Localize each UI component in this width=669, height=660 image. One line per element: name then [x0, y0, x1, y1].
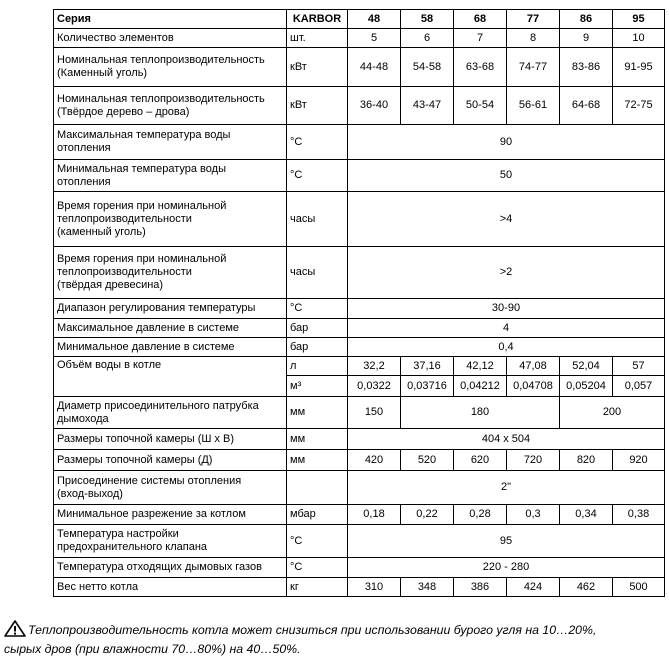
cell-value: 9 — [560, 29, 613, 48]
warning-icon — [4, 620, 26, 641]
cell-value: 83-86 — [560, 48, 613, 87]
header-model: 77 — [507, 10, 560, 29]
cell-value: 0,18 — [348, 505, 401, 525]
cell-value: 150 — [348, 397, 401, 429]
cell-value: 37,16 — [401, 357, 454, 376]
footnote-line-1 — [4, 620, 666, 641]
cell-value: 820 — [560, 450, 613, 471]
row-label-line: Температура настройки — [57, 528, 179, 540]
cell-value: 620 — [454, 450, 507, 471]
row-label-line: (Твёрдое дерево – дрова) — [57, 105, 190, 118]
row-label — [54, 471, 287, 505]
row-label-line: (Каменный уголь) — [57, 67, 148, 79]
row-min-pressure — [54, 338, 665, 357]
row-label-line: теплопроизводительности — [57, 266, 192, 278]
cell-value: 10 — [613, 29, 665, 48]
row-label-line: (вход-выход) — [57, 487, 123, 500]
header-model: 95 — [613, 10, 665, 29]
cell-value: 6 — [401, 29, 454, 48]
cell-value: 7 — [454, 29, 507, 48]
cell-value: 30-90 — [348, 299, 665, 319]
cell-value: 32,2 — [348, 357, 401, 376]
cell-value: 63-68 — [454, 48, 507, 87]
row-max-temp — [54, 125, 665, 160]
cell-value: 386 — [454, 578, 507, 597]
row-unit: мм — [287, 429, 348, 450]
row-chamber-d — [54, 450, 665, 471]
row-label: Минимальное разрежение за котлом — [54, 505, 287, 525]
row-unit: кВт — [287, 87, 348, 125]
cell-value: 720 — [507, 450, 560, 471]
cell-value: 54-58 — [401, 48, 454, 87]
cell-value: 44-48 — [348, 48, 401, 87]
cell-value: 462 — [560, 578, 613, 597]
cell-value: 56-61 — [507, 87, 560, 125]
row-label-line: предохранительного клапана — [57, 541, 208, 553]
cell-value: 47,08 — [507, 357, 560, 376]
row-label-line: Время горения при номинальной — [57, 253, 227, 265]
cell-value: 0,0322 — [348, 376, 401, 397]
row-unit: мм — [287, 450, 348, 471]
cell-value: 348 — [401, 578, 454, 597]
row-label-line: Время горения при номинальной — [57, 199, 227, 212]
row-flue-temp — [54, 558, 665, 578]
row-unit: л — [287, 357, 348, 376]
row-unit: часы — [287, 247, 348, 299]
cell-value: 50 — [348, 160, 665, 192]
cell-value: 0,04212 — [454, 376, 507, 397]
cell-value: 520 — [401, 450, 454, 471]
header-label: Серия — [54, 10, 287, 29]
row-label: Размеры топочной камеры (Ш х В) — [54, 429, 287, 450]
row-label: Максимальное давление в системе — [54, 319, 287, 338]
row-unit: кг — [287, 578, 348, 597]
row-unit: шт. — [287, 29, 348, 48]
cell-value: 500 — [613, 578, 665, 597]
row-label: Размеры топочной камеры (Д) — [54, 450, 287, 471]
row-label-line: (каменный уголь) — [57, 225, 146, 238]
row-min-temp — [54, 160, 665, 192]
cell-value: 95 — [348, 525, 665, 558]
cell-value: 200 — [560, 397, 665, 429]
cell-value: 90 — [348, 125, 665, 160]
spec-table — [53, 9, 665, 597]
cell-value: 0,057 — [613, 376, 665, 397]
row-label: Диапазон регулирования температуры — [54, 299, 287, 319]
row-label — [54, 160, 287, 192]
cell-value: 64-68 — [560, 87, 613, 125]
row-unit — [287, 471, 348, 505]
cell-value: 220 - 280 — [348, 558, 665, 578]
cell-value: 0,04708 — [507, 376, 560, 397]
cell-value: 420 — [348, 450, 401, 471]
row-unit: часы — [287, 192, 348, 247]
row-unit: мм — [287, 397, 348, 429]
row-draft — [54, 505, 665, 525]
row-label — [54, 48, 287, 87]
row-label: Температура отходящих дымовых газов — [54, 558, 287, 578]
cell-value: 2" — [348, 471, 665, 505]
cell-value: 74-77 — [507, 48, 560, 87]
row-label-line: отопления — [57, 142, 111, 154]
row-label-line: Минимальная температура воды — [57, 162, 226, 175]
cell-value: 424 — [507, 578, 560, 597]
cell-value: 8 — [507, 29, 560, 48]
row-chamber-wh — [54, 429, 665, 450]
row-label — [54, 247, 287, 299]
row-connection — [54, 471, 665, 505]
cell-value: >4 — [348, 192, 665, 247]
row-label — [54, 397, 287, 429]
row-unit: °С — [287, 299, 348, 319]
cell-value: 310 — [348, 578, 401, 597]
row-unit: бар — [287, 338, 348, 357]
cell-value: 0,38 — [613, 505, 665, 525]
row-label-line: дымохода — [57, 412, 109, 425]
header-brand: KARBOR — [287, 10, 348, 29]
row-label: Минимальное давление в системе — [54, 338, 287, 357]
row-weight — [54, 578, 665, 597]
row-power-coal — [54, 48, 665, 87]
row-label-line: Номинальная теплопроизводительность — [57, 92, 265, 105]
row-label: Количество элементов — [54, 29, 287, 48]
row-label-line: отопления — [57, 175, 111, 188]
header-model: 58 — [401, 10, 454, 29]
header-row — [54, 10, 665, 29]
row-unit: °С — [287, 558, 348, 578]
row-power-wood — [54, 87, 665, 125]
row-unit: °С — [287, 160, 348, 192]
row-label-line: Присоединение системы отопления — [57, 474, 242, 487]
header-model: 68 — [454, 10, 507, 29]
cell-value: 0,28 — [454, 505, 507, 525]
row-unit: бар — [287, 319, 348, 338]
cell-value: 36-40 — [348, 87, 401, 125]
cell-value: 180 — [401, 397, 560, 429]
cell-value: 5 — [348, 29, 401, 48]
cell-value: 4 — [348, 319, 665, 338]
row-label-line: Максимальная температура воды — [57, 129, 231, 141]
cell-value: 42,12 — [454, 357, 507, 376]
row-label: Объём воды в котле — [54, 357, 287, 397]
row-unit: м³ — [287, 376, 348, 397]
cell-value: 0,03716 — [401, 376, 454, 397]
cell-value: 0,34 — [560, 505, 613, 525]
cell-value: 91-95 — [613, 48, 665, 87]
row-elements — [54, 29, 665, 48]
header-model: 48 — [348, 10, 401, 29]
cell-value: 0,4 — [348, 338, 665, 357]
cell-value: 52,04 — [560, 357, 613, 376]
row-label — [54, 192, 287, 247]
cell-value: 43-47 — [401, 87, 454, 125]
row-label-line: Номинальная теплопроизводительность — [57, 54, 265, 66]
row-burn-wood — [54, 247, 665, 299]
cell-value: >2 — [348, 247, 665, 299]
cell-value: 0,05204 — [560, 376, 613, 397]
cell-value: 920 — [613, 450, 665, 471]
row-burn-coal — [54, 192, 665, 247]
row-label-line: Диаметр присоединительного патрубка — [57, 399, 259, 412]
row-label-line: теплопроизводительности — [57, 212, 192, 225]
row-label — [54, 87, 287, 125]
row-unit: мбар — [287, 505, 348, 525]
row-label — [54, 525, 287, 558]
row-label: Вес нетто котла — [54, 578, 287, 597]
row-unit: кВт — [287, 48, 348, 87]
row-temp-range — [54, 299, 665, 319]
cell-value: 50-54 — [454, 87, 507, 125]
row-water-volume-l — [54, 357, 665, 376]
row-safety-valve — [54, 525, 665, 558]
row-unit: °С — [287, 525, 348, 558]
cell-value: 57 — [613, 357, 665, 376]
footnote-text-1: Теплопроизводительность котла может снизиться при использовании бурого угля на 10…20%, — [28, 623, 597, 637]
cell-value: 0,22 — [401, 505, 454, 525]
cell-value: 404 x 504 — [348, 429, 665, 450]
row-max-pressure — [54, 319, 665, 338]
row-flue-diameter — [54, 397, 665, 429]
row-unit: °С — [287, 125, 348, 160]
footnote-line-2: сырых дров (при влажности 70…80%) на 40…50%. — [4, 642, 301, 656]
header-model: 86 — [560, 10, 613, 29]
cell-value: 0,3 — [507, 505, 560, 525]
row-label — [54, 125, 287, 160]
row-label-line: (твёрдая древесина) — [57, 279, 164, 291]
cell-value: 72-75 — [613, 87, 665, 125]
footnote — [4, 620, 666, 657]
